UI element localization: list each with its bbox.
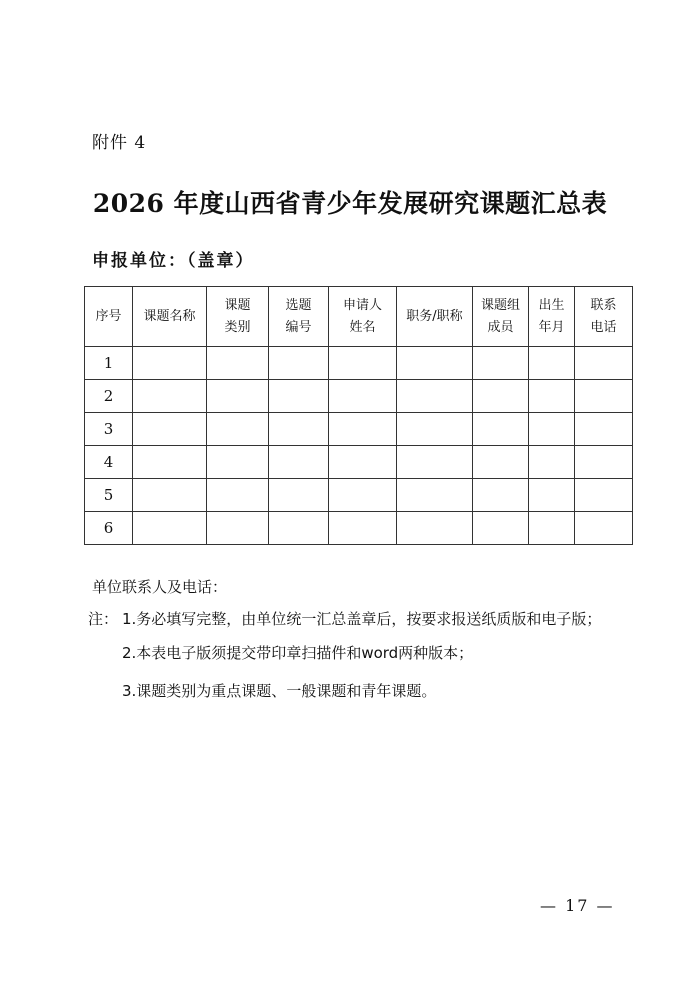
table-cell[interactable] bbox=[397, 479, 473, 512]
note-item bbox=[88, 642, 648, 676]
table-cell[interactable] bbox=[473, 347, 529, 380]
table-row bbox=[85, 347, 633, 380]
table-cell[interactable] bbox=[329, 446, 397, 479]
table-cell[interactable] bbox=[529, 347, 575, 380]
header-serial-number: 序号 bbox=[85, 287, 133, 347]
table-cell[interactable] bbox=[207, 479, 269, 512]
table-cell[interactable] bbox=[397, 512, 473, 545]
table-cell[interactable] bbox=[575, 347, 633, 380]
header-team-members: 课题组 成员 bbox=[473, 287, 529, 347]
header-position-title: 职务/职称 bbox=[397, 287, 473, 347]
table-row bbox=[85, 380, 633, 413]
attachment-label: 附件 4 bbox=[92, 133, 147, 153]
row-number: 4 bbox=[85, 446, 133, 479]
reporting-unit-label: 申报单位：（盖章） bbox=[92, 251, 255, 271]
table-cell[interactable] bbox=[329, 512, 397, 545]
note-item bbox=[88, 680, 648, 714]
table-cell[interactable] bbox=[397, 413, 473, 446]
table-cell[interactable] bbox=[529, 413, 575, 446]
table-cell[interactable] bbox=[207, 380, 269, 413]
table-cell[interactable] bbox=[473, 380, 529, 413]
table-cell[interactable] bbox=[397, 347, 473, 380]
table-header-row bbox=[85, 287, 633, 347]
table-cell[interactable] bbox=[529, 479, 575, 512]
row-number: 5 bbox=[85, 479, 133, 512]
table-cell[interactable] bbox=[329, 413, 397, 446]
row-number: 6 bbox=[85, 512, 133, 545]
table-row bbox=[85, 446, 633, 479]
table-cell[interactable] bbox=[329, 479, 397, 512]
table-cell[interactable] bbox=[575, 380, 633, 413]
note-text: 1.务必填写完整，由单位统一汇总盖章后，按要求报送纸质版和电子版； bbox=[122, 610, 602, 628]
table-cell[interactable] bbox=[207, 512, 269, 545]
table-cell[interactable] bbox=[575, 512, 633, 545]
header-project-category: 课题 类别 bbox=[207, 287, 269, 347]
row-number: 1 bbox=[85, 347, 133, 380]
table-cell[interactable] bbox=[207, 347, 269, 380]
note-text: 3.课题类别为重点课题、一般课题和青年课题。 bbox=[122, 682, 437, 700]
table-cell[interactable] bbox=[329, 347, 397, 380]
table-cell[interactable] bbox=[133, 380, 207, 413]
table-cell[interactable] bbox=[575, 446, 633, 479]
table-cell[interactable] bbox=[207, 446, 269, 479]
table-cell[interactable] bbox=[529, 512, 575, 545]
table-cell[interactable] bbox=[269, 380, 329, 413]
table-cell[interactable] bbox=[473, 479, 529, 512]
document-title: 2026 年度山西省青少年发展研究课题汇总表 bbox=[92, 189, 608, 218]
note-text: 2.本表电子版须提交带印章扫描件和word两种版本； bbox=[122, 644, 474, 662]
row-number: 3 bbox=[85, 413, 133, 446]
table-cell[interactable] bbox=[269, 446, 329, 479]
notes-prefix: 注： bbox=[88, 610, 119, 628]
header-contact-phone: 联系 电话 bbox=[575, 287, 633, 347]
table-cell[interactable] bbox=[473, 512, 529, 545]
table-cell[interactable] bbox=[269, 479, 329, 512]
table-row bbox=[85, 413, 633, 446]
table-row bbox=[85, 512, 633, 545]
table-cell[interactable] bbox=[575, 479, 633, 512]
table-cell[interactable] bbox=[133, 479, 207, 512]
table-cell[interactable] bbox=[397, 446, 473, 479]
note-item bbox=[88, 608, 648, 642]
table-cell[interactable] bbox=[473, 446, 529, 479]
table-cell[interactable] bbox=[207, 413, 269, 446]
table-cell[interactable] bbox=[329, 380, 397, 413]
table-row bbox=[85, 479, 633, 512]
table-cell[interactable] bbox=[575, 413, 633, 446]
header-topic-number: 选题 编号 bbox=[269, 287, 329, 347]
table-cell[interactable] bbox=[269, 347, 329, 380]
contact-line: 单位联系人及电话： bbox=[92, 578, 228, 596]
table-cell[interactable] bbox=[529, 446, 575, 479]
table-cell[interactable] bbox=[397, 380, 473, 413]
table-cell[interactable] bbox=[133, 446, 207, 479]
notes-section bbox=[88, 608, 648, 714]
table-cell[interactable] bbox=[133, 413, 207, 446]
table-cell[interactable] bbox=[269, 512, 329, 545]
header-applicant-name: 申请人 姓名 bbox=[329, 287, 397, 347]
row-number: 2 bbox=[85, 380, 133, 413]
header-project-name: 课题名称 bbox=[133, 287, 207, 347]
summary-table bbox=[84, 286, 633, 545]
table-cell[interactable] bbox=[529, 380, 575, 413]
table-cell[interactable] bbox=[473, 413, 529, 446]
header-birth-date: 出生 年月 bbox=[529, 287, 575, 347]
table-cell[interactable] bbox=[269, 413, 329, 446]
page-number: — 17 — bbox=[540, 896, 615, 915]
table-cell[interactable] bbox=[133, 347, 207, 380]
table-cell[interactable] bbox=[133, 512, 207, 545]
